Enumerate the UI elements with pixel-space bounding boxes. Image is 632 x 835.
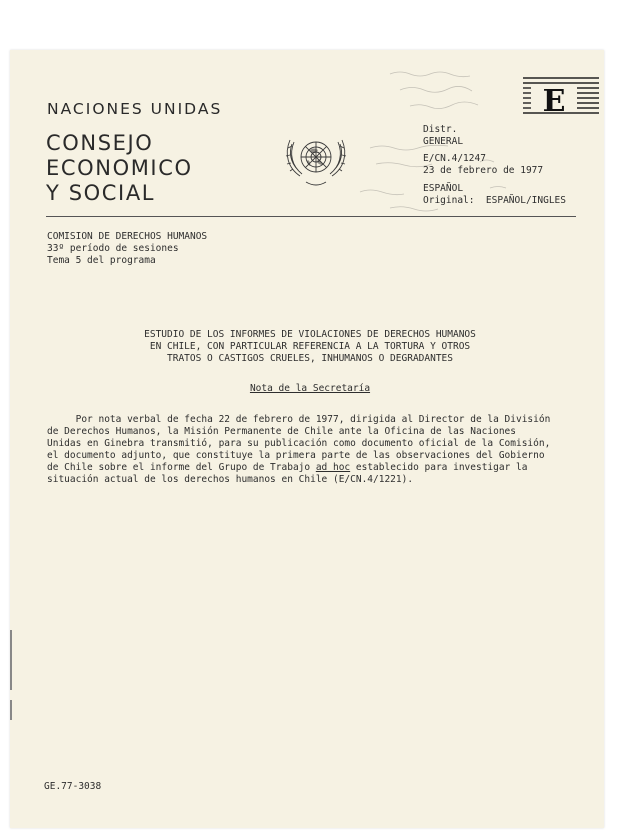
header-divider [46, 216, 576, 217]
document-symbol: E/CN.4/1247 [423, 153, 486, 164]
original-language: Original: ESPAÑOL/INGLES [423, 195, 566, 206]
body-line-6: situación actual de los derechos humanos en Chile (E/CN.4/1221). [47, 474, 414, 485]
body-line-5: de Chile sobre el informe del Grupo de Trabajo ad hoc establecido para investigar la [47, 462, 528, 473]
council-name-line-2: ECONOMICO [46, 156, 193, 180]
ad-hoc-term: ad hoc [315, 462, 351, 473]
language-box [523, 76, 599, 118]
body-line-1: Por nota verbal de fecha 22 de febrero de 1977, dirigida al Director de la División [47, 414, 551, 425]
scan-edge-mark [10, 630, 12, 690]
distribution-value: GENERAL [423, 136, 464, 147]
document-language: ESPAÑOL [423, 183, 464, 194]
council-name-line-1: CONSEJO [46, 131, 154, 155]
distribution-label: Distr. [423, 124, 458, 135]
commission-name: COMISION DE DERECHOS HUMANOS [47, 231, 208, 242]
document-title-line-2: EN CHILE, CON PARTICULAR REFERENCIA A LA TORTURA Y OTROS [149, 341, 471, 352]
document-title-line-1: ESTUDIO DE LOS INFORMES DE VIOLACIONES DE DERECHOS HUMANOS [144, 329, 476, 340]
session-period: 33º período de sesiones [47, 243, 179, 254]
un-emblem-icon [280, 126, 352, 192]
body-line-3: Unidas en Ginebra transmitió, para su publicación como documento oficial de la Comisión, [47, 438, 551, 449]
organization-name: NACIONES UNIDAS [47, 100, 223, 118]
body-line-4: el documento adjunto, que constituye la primera parte de las observaciones del Gobierno [47, 450, 545, 461]
language-letter: E [542, 84, 566, 118]
document-title-line-3: TRATOS O CASTIGOS CRUELES, INHUMANOS O DEGRADANTES [167, 353, 453, 364]
agenda-item: Tema 5 del programa [47, 255, 156, 266]
note-heading: Nota de la Secretaría [249, 383, 371, 394]
handwritten-annotations [330, 62, 530, 242]
scan-edge-mark [10, 700, 12, 720]
council-name-line-3: Y SOCIAL [46, 181, 156, 205]
body-line-2: de Derechos Humanos, la Misión Permanente de Chile ante la Oficina de las Naciones [47, 426, 516, 437]
document-date: 23 de febrero de 1977 [423, 165, 544, 176]
job-number: GE.77-3038 [44, 781, 102, 792]
